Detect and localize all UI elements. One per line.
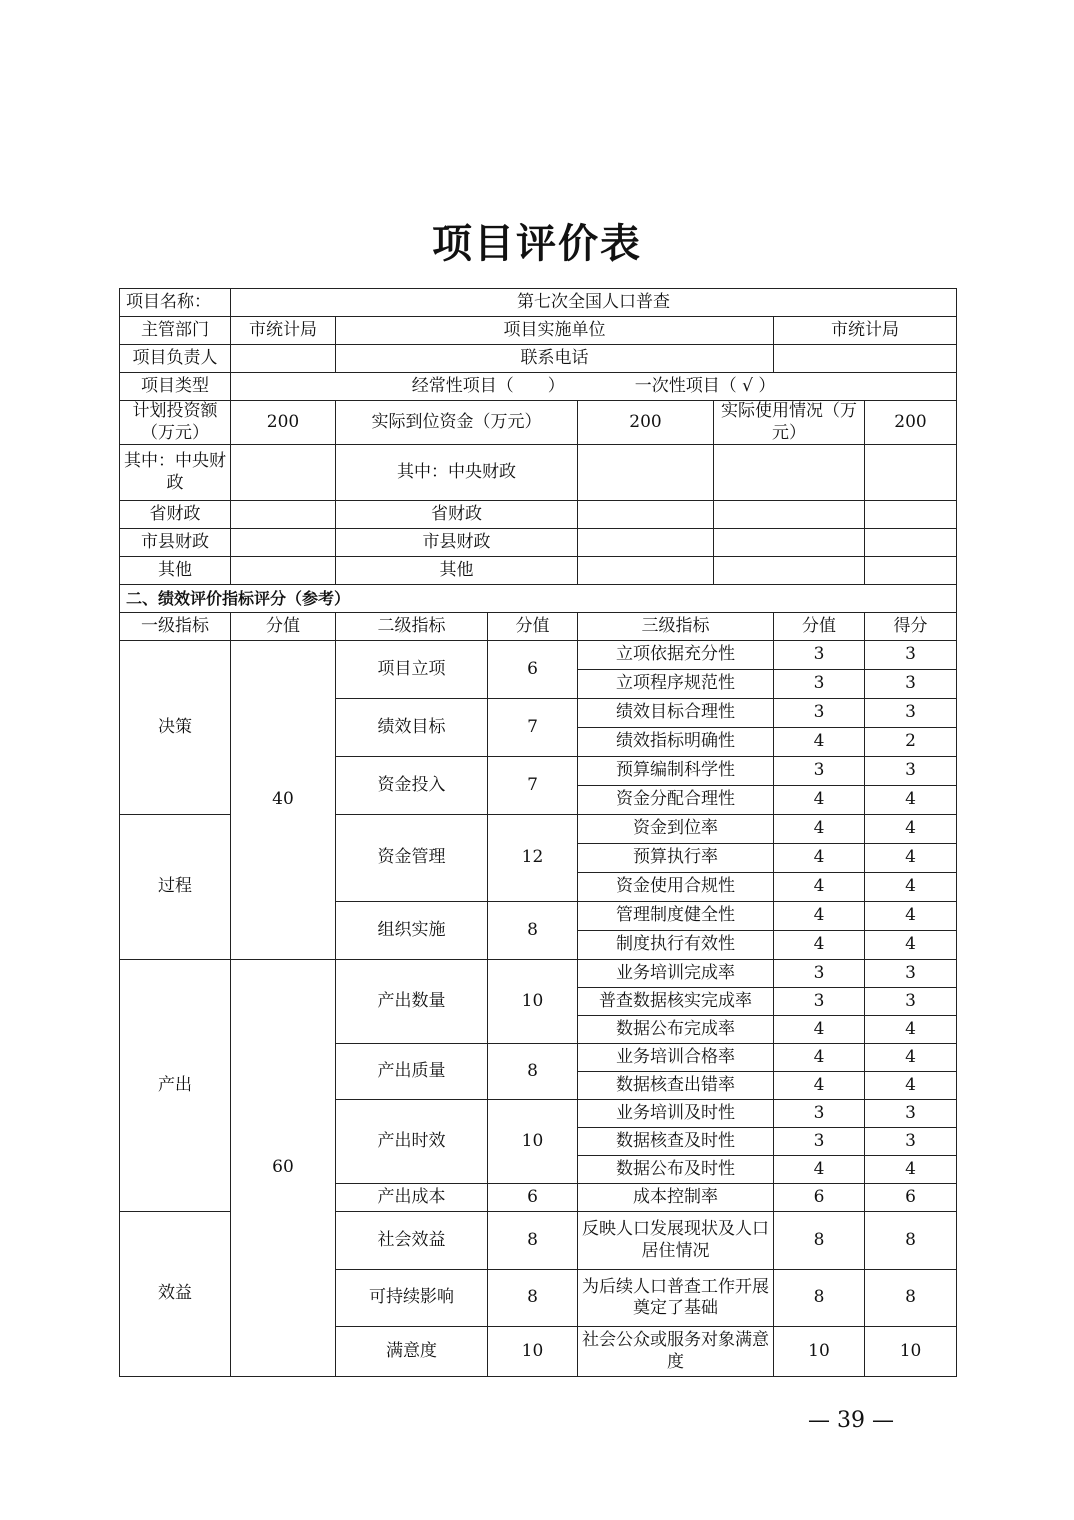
level2-score: 6 (488, 1184, 578, 1212)
unit-label: 项目实施单位 (336, 317, 774, 345)
province-actual (578, 501, 714, 529)
province-cell (231, 501, 336, 529)
type-value (231, 373, 957, 401)
project-name-label: 项目名称： (120, 289, 231, 317)
level2-name: 资金管理 (336, 815, 488, 902)
level1-score-b: 60 (231, 960, 336, 1377)
city-cell (231, 529, 336, 557)
level1-score-a: 40 (231, 641, 336, 960)
level2-score: 10 (488, 960, 578, 1044)
section-title: 二、绩效评价指标评分（参考） (120, 585, 957, 613)
central-label-2: 其中：中央财政 (336, 445, 578, 501)
level3-score: 8 (774, 1212, 865, 1270)
level3-name: 反映人口发展现状及人口居住情况 (578, 1212, 774, 1270)
central-usage-value (865, 445, 957, 501)
level3-got: 8 (865, 1270, 957, 1327)
header-level3: 三级指标 (578, 613, 774, 641)
page-number: — 39 — (808, 1408, 894, 1433)
level2-score: 8 (488, 902, 578, 960)
level3-score: 4 (774, 728, 865, 757)
level1-benefit: 效益 (120, 1212, 231, 1377)
level3-got: 4 (865, 873, 957, 902)
level3-got: 3 (865, 1100, 957, 1128)
level3-got: 3 (865, 641, 957, 670)
city-label-2: 市县财政 (336, 529, 578, 557)
usage-label: 实际使用情况（万元） (714, 401, 865, 445)
level2-score: 12 (488, 815, 578, 902)
city-actual (578, 529, 714, 557)
level3-got: 4 (865, 1044, 957, 1072)
city-label: 市县财政 (120, 529, 231, 557)
leader-value (231, 345, 336, 373)
level3-got: 3 (865, 757, 957, 786)
level3-name: 绩效目标合理性 (578, 699, 774, 728)
level3-name: 业务培训及时性 (578, 1100, 774, 1128)
plan-label: 计划投资额（万元） (120, 401, 231, 445)
level2-score: 8 (488, 1270, 578, 1327)
level2-name: 产出时效 (336, 1100, 488, 1184)
other-label: 其他 (120, 557, 231, 585)
actual-label: 实际到位资金（万元） (336, 401, 578, 445)
level2-score: 8 (488, 1044, 578, 1100)
evaluation-table (119, 288, 957, 1377)
level1-decision: 决策 (120, 641, 231, 815)
level3-name: 业务培训完成率 (578, 960, 774, 988)
level3-name: 数据核查出错率 (578, 1072, 774, 1100)
level3-got: 4 (865, 931, 957, 960)
level3-name: 普查数据核实完成率 (578, 988, 774, 1016)
province-usage-value (865, 501, 957, 529)
level3-score: 3 (774, 988, 865, 1016)
level3-got: 3 (865, 699, 957, 728)
level3-name: 立项程序规范性 (578, 670, 774, 699)
header-score1: 分值 (231, 613, 336, 641)
central-cell (231, 445, 336, 501)
other-cell (231, 557, 336, 585)
province-label: 省财政 (120, 501, 231, 529)
actual-value: 200 (578, 401, 714, 445)
level3-score: 4 (774, 931, 865, 960)
level3-name: 数据核查及时性 (578, 1128, 774, 1156)
dept-value: 市统计局 (231, 317, 336, 345)
level3-name: 成本控制率 (578, 1184, 774, 1212)
level3-score: 3 (774, 641, 865, 670)
level3-name: 预算编制科学性 (578, 757, 774, 786)
header-got: 得分 (865, 613, 957, 641)
level3-name: 数据公布及时性 (578, 1156, 774, 1184)
province-label-2: 省财政 (336, 501, 578, 529)
level3-score: 3 (774, 1100, 865, 1128)
level3-got: 3 (865, 1128, 957, 1156)
header-level1: 一级指标 (120, 613, 231, 641)
type-onetime: 一次性项目（ √ ） (634, 375, 776, 396)
level3-got: 4 (865, 844, 957, 873)
level3-got: 4 (865, 1072, 957, 1100)
level3-score: 3 (774, 757, 865, 786)
level3-name: 资金到位率 (578, 815, 774, 844)
level2-score: 7 (488, 757, 578, 815)
header-level2: 二级指标 (336, 613, 488, 641)
level3-got: 10 (865, 1327, 957, 1377)
level3-name: 业务培训合格率 (578, 1044, 774, 1072)
level3-score: 4 (774, 844, 865, 873)
level2-name: 项目立项 (336, 641, 488, 699)
level3-score: 10 (774, 1327, 865, 1377)
other-label-2: 其他 (336, 557, 578, 585)
level3-got: 4 (865, 1156, 957, 1184)
level2-name: 产出质量 (336, 1044, 488, 1100)
level3-got: 3 (865, 670, 957, 699)
level2-name: 资金投入 (336, 757, 488, 815)
level2-name: 满意度 (336, 1327, 488, 1377)
level3-got: 4 (865, 815, 957, 844)
level1-output: 产出 (120, 960, 231, 1212)
level2-name: 可持续影响 (336, 1270, 488, 1327)
header-score2: 分值 (488, 613, 578, 641)
level2-score: 10 (488, 1100, 578, 1184)
level3-score: 4 (774, 1044, 865, 1072)
level3-name: 数据公布完成率 (578, 1016, 774, 1044)
level2-name: 产出数量 (336, 960, 488, 1044)
leader-label: 项目负责人 (120, 345, 231, 373)
level2-score: 8 (488, 1212, 578, 1270)
other-actual (578, 557, 714, 585)
level3-score: 3 (774, 1128, 865, 1156)
type-regular: 经常性项目（ ） (411, 375, 565, 396)
other-usage (714, 557, 865, 585)
level3-score: 3 (774, 960, 865, 988)
level3-name: 社会公众或服务对象满意度 (578, 1327, 774, 1377)
phone-label: 联系电话 (336, 345, 774, 373)
level3-score: 4 (774, 1156, 865, 1184)
level3-score: 4 (774, 902, 865, 931)
level3-got: 4 (865, 786, 957, 815)
level3-score: 4 (774, 1072, 865, 1100)
level2-name: 组织实施 (336, 902, 488, 960)
level2-name: 产出成本 (336, 1184, 488, 1212)
level3-got: 3 (865, 960, 957, 988)
city-usage (714, 529, 865, 557)
city-usage-value (865, 529, 957, 557)
level3-got: 6 (865, 1184, 957, 1212)
level3-got: 8 (865, 1212, 957, 1270)
level3-got: 4 (865, 902, 957, 931)
unit-value: 市统计局 (774, 317, 957, 345)
level3-score: 8 (774, 1270, 865, 1327)
project-name-value: 第七次全国人口普查 (231, 289, 957, 317)
level3-name: 为后续人口普查工作开展奠定了基础 (578, 1270, 774, 1327)
level2-name: 绩效目标 (336, 699, 488, 757)
level2-score: 10 (488, 1327, 578, 1377)
type-label: 项目类型 (120, 373, 231, 401)
level3-name: 绩效指标明确性 (578, 728, 774, 757)
level3-name: 制度执行有效性 (578, 931, 774, 960)
level3-name: 管理制度健全性 (578, 902, 774, 931)
level3-score: 3 (774, 699, 865, 728)
level3-score: 6 (774, 1184, 865, 1212)
plan-value: 200 (231, 401, 336, 445)
level2-name: 社会效益 (336, 1212, 488, 1270)
level2-score: 6 (488, 641, 578, 699)
other-usage-value (865, 557, 957, 585)
dept-label: 主管部门 (120, 317, 231, 345)
level3-name: 立项依据充分性 (578, 641, 774, 670)
usage-value: 200 (865, 401, 957, 445)
level3-name: 预算执行率 (578, 844, 774, 873)
central-usage (714, 445, 865, 501)
level3-score: 4 (774, 873, 865, 902)
page-title: 项目评价表 (432, 221, 642, 267)
header-score3: 分值 (774, 613, 865, 641)
level3-name: 资金分配合理性 (578, 786, 774, 815)
level2-score: 7 (488, 699, 578, 757)
level3-score: 4 (774, 1016, 865, 1044)
level3-got: 3 (865, 988, 957, 1016)
phone-value (774, 345, 957, 373)
central-actual (578, 445, 714, 501)
central-label: 其中：中央财政 (120, 445, 231, 501)
level3-got: 2 (865, 728, 957, 757)
level3-score: 4 (774, 815, 865, 844)
level3-name: 资金使用合规性 (578, 873, 774, 902)
province-usage (714, 501, 865, 529)
level3-score: 3 (774, 670, 865, 699)
level3-score: 4 (774, 786, 865, 815)
level3-got: 4 (865, 1016, 957, 1044)
level1-process: 过程 (120, 815, 231, 960)
